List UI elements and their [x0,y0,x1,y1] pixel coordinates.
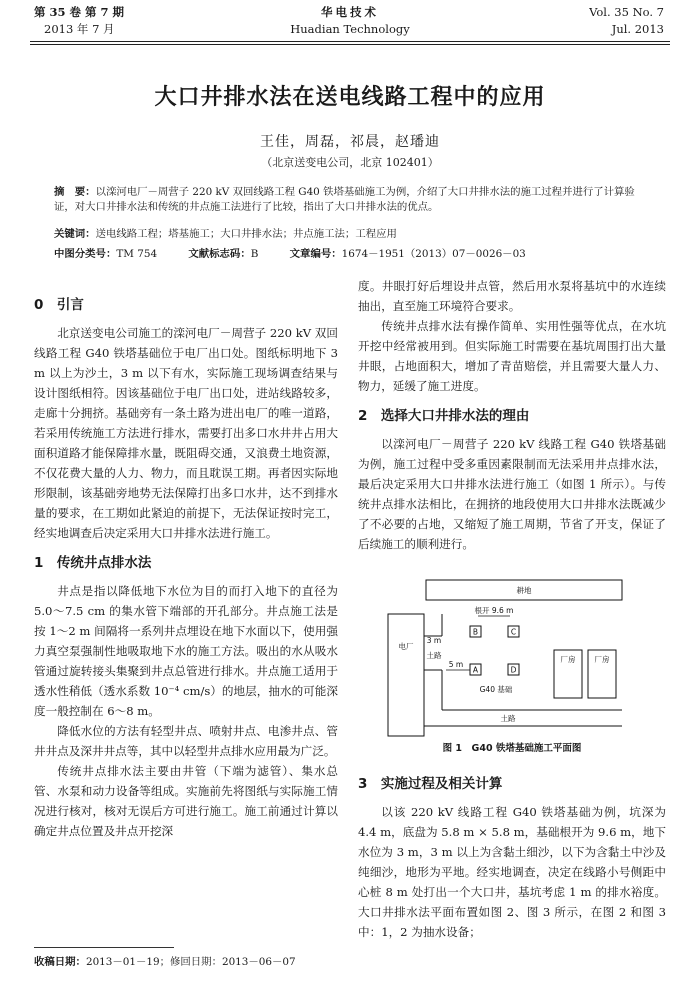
svg-text:厂房: 厂房 [594,655,610,664]
section-0-heading: 0 引言 [34,297,84,313]
footnote-dates: 收稿日期：2013－01－19；修回日期：2013－06－07 [34,956,296,968]
abstract-label: 摘 要： [54,186,96,198]
keywords-label: 关键词： [54,228,96,240]
article-authors: 王佳，周磊，祁晨，赵璠迪 [260,134,440,150]
continued-paragraph: 度。井眼打好后埋设井点管，然后用水泵将基坑中的水连续抽出，直至施工环境符合要求。 [358,279,666,313]
section-2-heading: 2 选择大口井排水法的理由 [358,408,530,424]
document-code: B [250,248,259,260]
power-plant-label: 电厂 [398,642,414,651]
figure-1-caption: 图 1 G40 铁塔基础施工平面图 [442,743,582,754]
classification-line: 中图分类号：TM 754 文献标志码：B 文章编号：1674－1951（2013）07－0026－03 [54,248,526,260]
svg-text:C: C [510,627,517,637]
journal-volume-en: Vol. 35 No. 7 Jul. 2013 [589,5,664,36]
keywords [54,227,650,242]
svg-text:B: B [472,627,479,637]
author-affiliation: （北京送变电公司，北京 102401） [261,156,439,169]
section-1-paragraph-4: 传统井点排水法有操作简单、实用性强等优点，在水坑开挖中经常被用到。但实际施工时需要在基坑周围打出大量井眼，占地面积大，增加了青苗赔偿，并且需要大量人力、物力，延缓了施工进度。 [358,319,666,393]
journal-volume-issue: 第 35 卷 第 7 期 2013 年 7 月 [34,5,125,36]
section-2-paragraph: 以滦河电厂－周营子 220 kV 线路工程 G40 铁塔基础为例，施工过程中受多重因素限制而无法采用井点排水法，最后决定采用大口井排水法进行施工（如图 1 所示）。与传统井点排水法相比，在拥挤的地段使用大口井排水法既减少了不必要的占地，又缩短了施工周期，节省了开支，保证了后续施工的顺利进行。 [358,437,666,551]
keywords-text: 送电线路工程；塔基施工；大口井排水法；井点施工法；工程应用 [95,228,397,240]
clc-number: TM 754 [116,248,158,260]
footnote-rule [34,947,174,948]
svg-text:厂房: 厂房 [560,655,576,664]
site-plan-svg [358,576,666,756]
article-title: 大口井排水法在送电线路工程中的应用 [154,85,546,110]
farmland-label: 耕地 [516,586,532,595]
section-1-paragraph-1: 井点是指以降低地下水位为目的而打入地下的直径为 5.0～7.5 cm 的集水管下端部的开孔部分。井点施工法是按 1～2 m 间隔将一系列井点埋设在地下水面以下，使用强力真空泵强制性地吸取地下水的施工方法。吸出的水从吸水管通过旋转接头集聚到井点总管进行排水。井点施工适用于透水性稍低（透水系数 10⁻⁴ cm/s）的地层，抽水的可能深度一般控制在 6～8 m。 [34,584,338,718]
label-dirt-road-left: 土路 [426,651,442,660]
label-5m: 5 m [448,660,464,669]
svg-text:D: D [510,665,517,675]
power-plant-block [388,614,424,736]
figure-1-site-plan [358,576,666,756]
abstract-text: 以滦河电厂－周营子 220 kV 双回线路工程 G40 铁塔基础施工为例，介绍了大口井排水法的施工过程并进行了计算验证，对大口井排水法和传统的井点施工法进行了比较，指出了大口井排水法的优点。 [54,186,635,213]
section-3-paragraph: 以该 220 kV 线路工程 G40 铁塔基础为例，坑深为 4.4 m，底盘为 5.8 m × 5.8 m，基础根开为 9.6 m，地下水位为 3 m，3 m 以上为含黏土细沙，以下为含黏土中沙及纯细沙，地形为平地。经实地调查，决定在线路小号侧距中心桩 8 m 处打出一个大口井，基坑考虑 1 m 的排水裕度。大口井排水法平面布置如图 2、图 3 所示，在图 2 和图 3 中：1，2 为抽水设备； [358,805,666,939]
right-column [358,276,666,554]
right-column-lower [358,764,666,942]
journal-name: 华电技术 Huadian Technology [290,5,410,36]
left-column [34,285,338,841]
label-root-spacing: 根开 9.6 m [474,606,514,615]
label-3m: 3 m [426,636,442,645]
svg-text:A: A [472,665,479,675]
section-1-paragraph-3: 传统井点排水法主要由井管（下端为滤管）、集水总管、水泵和动力设备等组成。实施前先将图纸与实际施工情况进行核对，核对无误后方可进行施工。施工前通过计算以确定井点位置及井点开挖深 [34,764,338,838]
section-1-paragraph-2: 降低水位的方法有轻型井点、喷射井点、电渗井点、管井井点及深井井点等，其中以轻型井点排水应用最为广泛。 [34,724,338,758]
abstract [54,185,650,215]
label-g40-foundation: G40 基础 [479,685,513,694]
section-1-heading: 1 传统井点排水法 [34,555,152,571]
article-number: 1674－1951（2013）07－0026－03 [341,248,526,260]
section-0-paragraph: 北京送变电公司施工的滦河电厂－周营子 220 kV 双回线路工程 G40 铁塔基础位于电厂出口处。图纸标明地下 3 m 以上为沙土，3 m 以下有水，实际施工现场调查结果与设计图纸相符。因该基础位于电厂出口处，进站线路较多，走廊十分拥挤。基础旁有一条土路为进出电厂的唯一道路，若采用传统施工方法进行排水，需要打出多口水井井占用大面积道路才能保障排水量，既阻碍交通，又浪费土地资源，不仅花费大量的人力、物力，而且耽误工期。再者因实际地形限制，该基础旁地势无法保障打出多口水井，达不到排水量的要求，在工期如此紧迫的前提下，无法保证按时完工，经实地调查后决定采用大口井排水法进行施工。 [34,326,338,540]
label-dirt-road-bottom: 土路 [500,714,516,723]
header-rule [30,41,670,42]
section-3-heading: 3 实施过程及相关计算 [358,776,503,792]
header-rule-thin [30,44,670,45]
